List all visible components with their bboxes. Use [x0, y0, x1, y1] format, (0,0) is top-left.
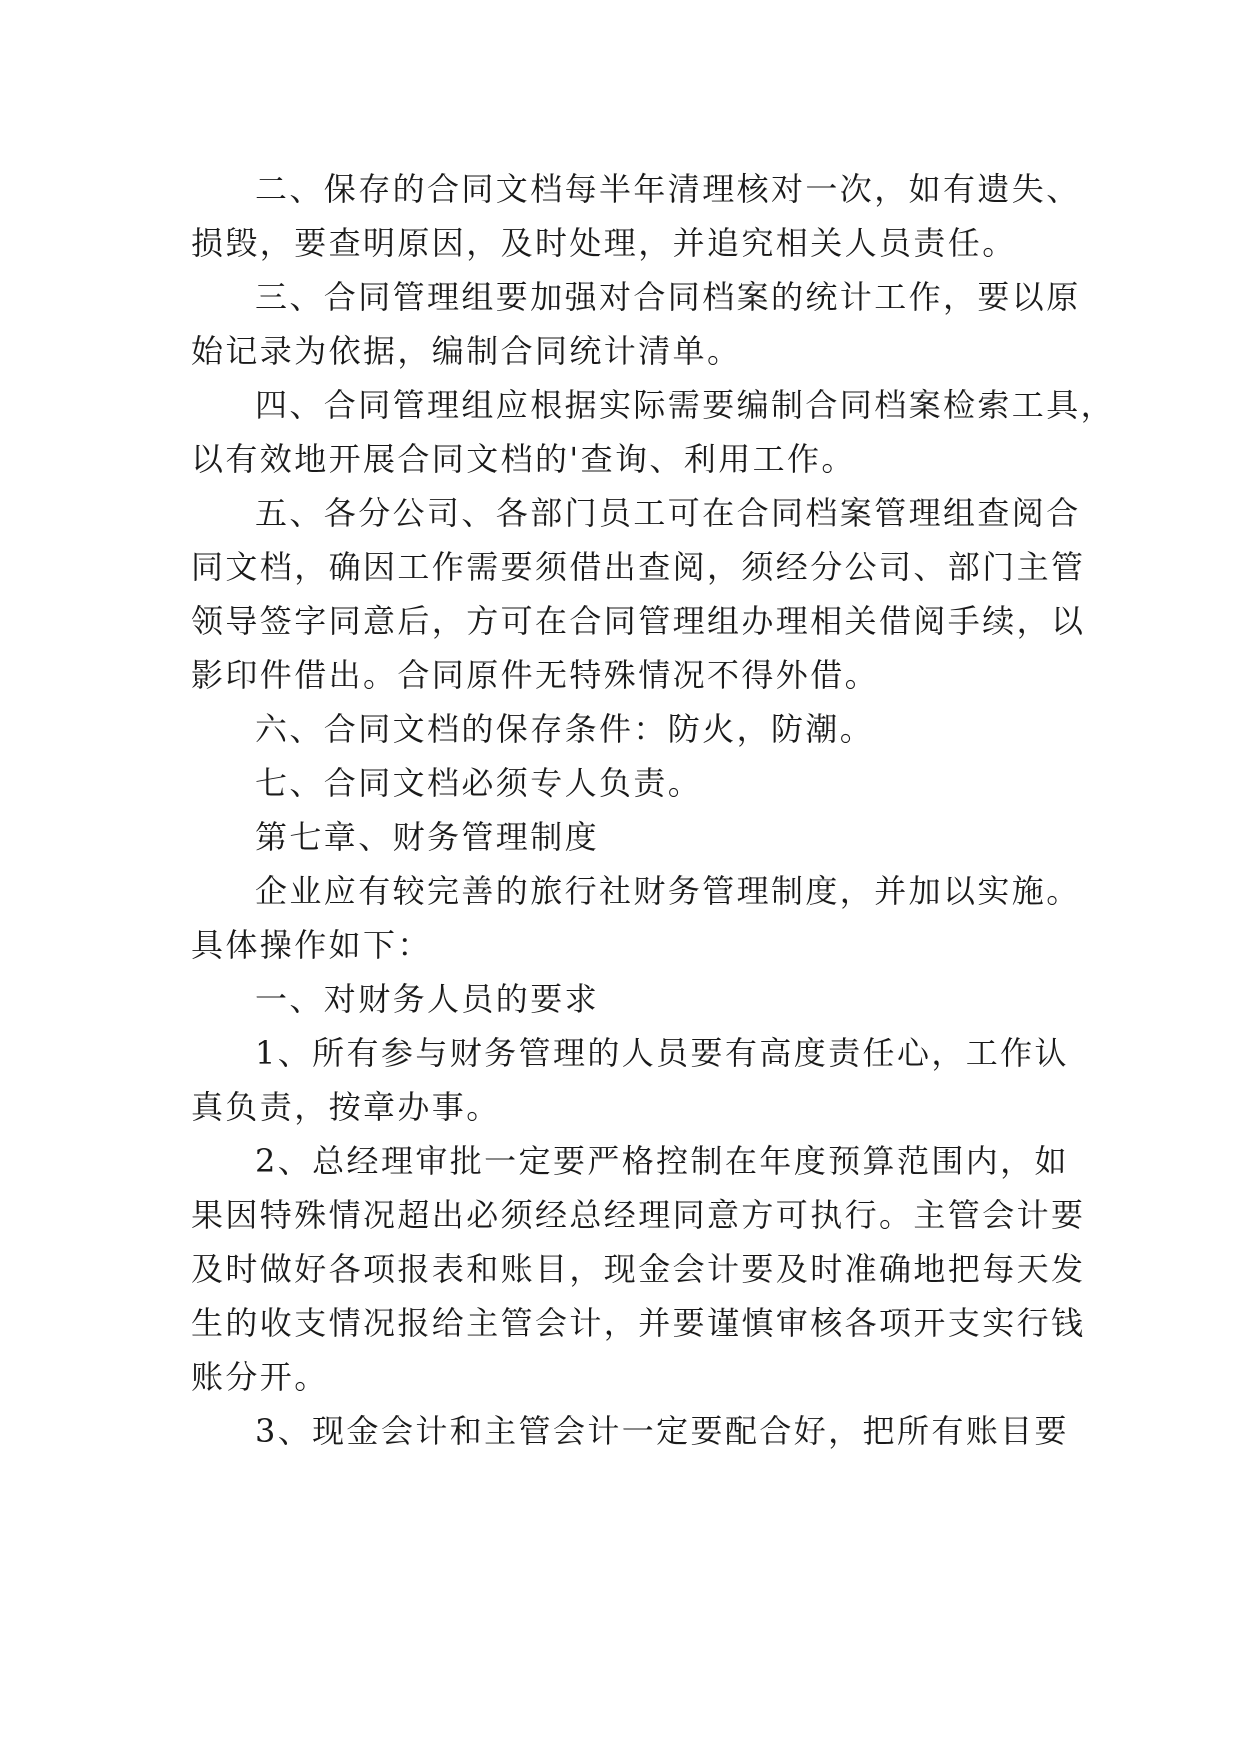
text-line: 影印件借出。合同原件无特殊情况不得外借。: [191, 656, 880, 694]
text-line: 一、对财务人员的要求: [255, 980, 600, 1018]
text-line: 七、合同文档必须专人负责。: [255, 764, 703, 802]
text-line: 第七章、财务管理制度: [255, 818, 600, 856]
text-line: 始记录为依据，编制合同统计清单。: [191, 332, 742, 370]
text-line: 账分开。: [191, 1358, 329, 1396]
text-line: 果因特殊情况超出必须经总经理同意方可执行。主管会计要: [191, 1196, 1086, 1234]
text-line: 六、合同文档的保存条件：防火，防潮。: [255, 710, 875, 748]
text-line: 2、总经理审批一定要严格控制在年度预算范围内，如: [255, 1142, 1069, 1180]
text-line: 生的收支情况报给主管会计，并要谨慎审核各项开支实行钱: [191, 1304, 1086, 1342]
text-line: 企业应有较完善的旅行社财务管理制度，并加以实施。: [255, 872, 1081, 910]
text-line: 真负责，按章办事。: [191, 1088, 501, 1126]
text-line: 及时做好各项报表和账目，现金会计要及时准确地把每天发: [191, 1250, 1086, 1288]
text-line: 四、合同管理组应根据实际需要编制合同档案检索工具，: [255, 386, 1116, 424]
text-line: 五、各分公司、各部门员工可在合同档案管理组查阅合: [255, 494, 1081, 532]
text-line: 具体操作如下：: [191, 926, 432, 964]
text-line: 1、所有参与财务管理的人员要有高度责任心，工作认: [255, 1034, 1069, 1072]
text-line: 领导签字同意后，方可在合同管理组办理相关借阅手续，以: [191, 602, 1086, 640]
text-line: 损毁，要查明原因，及时处理，并追究相关人员责任。: [191, 224, 1017, 262]
text-line: 同文档，确因工作需要须借出查阅，须经分公司、部门主管: [191, 548, 1086, 586]
text-line: 二、保存的合同文档每半年清理核对一次，如有遗失、: [255, 170, 1081, 208]
text-line: 以有效地开展合同文档的'查询、利用工作。: [191, 440, 856, 478]
text-line: 三、合同管理组要加强对合同档案的统计工作，要以原: [255, 278, 1081, 316]
text-line: 3、现金会计和主管会计一定要配合好，把所有账目要: [255, 1412, 1069, 1450]
